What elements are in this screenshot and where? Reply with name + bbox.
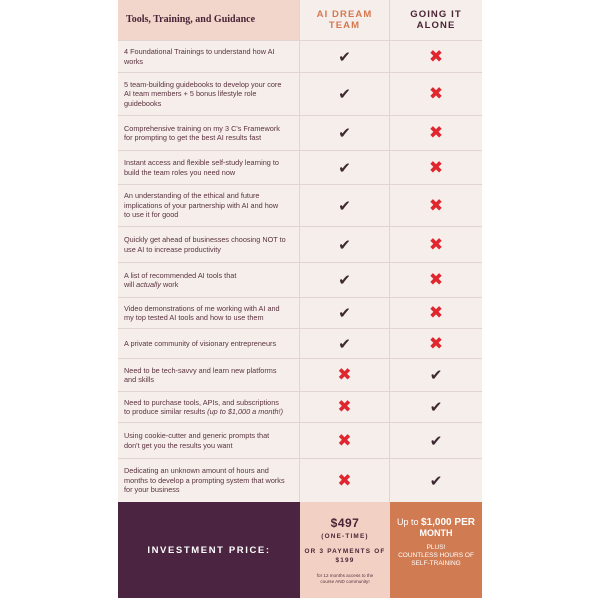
going-alone-cell bbox=[390, 359, 482, 391]
alone-cost-line: Up to $1,000 PER bbox=[397, 517, 475, 528]
going-alone-cell bbox=[390, 41, 482, 72]
feature-line: months to develop a prompting system that works bbox=[124, 475, 285, 485]
feature-line: don't get you the results you want bbox=[124, 440, 233, 450]
table-row bbox=[118, 41, 482, 72]
feature-description bbox=[118, 298, 300, 328]
table-row bbox=[118, 227, 482, 262]
feature-line: Using cookie-cutter and generic prompts that bbox=[124, 431, 270, 441]
ai-dream-team-cell bbox=[300, 227, 390, 262]
feature-line: 4 Foundational Trainings to understand how AI bbox=[124, 47, 275, 57]
feature-line: to produce similar results (up to $1,000 a month!) bbox=[124, 407, 283, 416]
feature-line: An understanding of the ethical and future bbox=[124, 191, 260, 201]
ai-dream-team-cell bbox=[300, 359, 390, 391]
feature-description bbox=[118, 227, 300, 262]
feature-line: 5 team-building guidebooks to develop your core bbox=[124, 79, 282, 89]
feature-line: Dedicating an unknown amount of hours and bbox=[124, 466, 269, 476]
ai-dream-team-cell bbox=[300, 185, 390, 226]
ai-dream-team-cell bbox=[300, 298, 390, 328]
investment-price-label: INVESTMENT PRICE: bbox=[118, 502, 300, 598]
feature-description bbox=[118, 73, 300, 115]
feature-line: A private community of visionary entrepreneurs bbox=[124, 338, 277, 348]
cross-icon: ✖ bbox=[337, 365, 352, 385]
feature-line: for prompting to get the best AI results fast bbox=[124, 133, 262, 142]
feature-description bbox=[118, 359, 300, 391]
cross-icon: ✖ bbox=[337, 397, 352, 417]
table-row bbox=[118, 73, 482, 115]
feature-line: and skills bbox=[124, 375, 155, 384]
going-alone-cell bbox=[390, 263, 482, 297]
going-alone-cell bbox=[390, 329, 482, 358]
feature-line: Need to be tech-savvy and learn new platforms bbox=[124, 365, 277, 375]
feature-description bbox=[118, 151, 300, 184]
check-icon: ✔ bbox=[338, 304, 351, 322]
feature-description bbox=[118, 392, 300, 422]
check-icon: ✔ bbox=[429, 366, 443, 384]
team-payments-text: OR 3 PAYMENTS OF bbox=[304, 548, 386, 555]
going-it-alone-price bbox=[390, 502, 482, 598]
team-access-note: for 12 months access to the course AND community! bbox=[316, 573, 374, 584]
cross-icon: ✖ bbox=[337, 430, 352, 451]
team-payment-amount: $199 bbox=[335, 557, 355, 564]
cross-icon: ✖ bbox=[428, 123, 444, 143]
ai-dream-team-cell bbox=[300, 151, 390, 184]
going-alone-cell bbox=[390, 459, 482, 502]
table-row bbox=[118, 263, 482, 297]
going-alone-cell bbox=[390, 392, 482, 422]
table-row bbox=[118, 298, 482, 328]
check-icon: ✔ bbox=[429, 431, 443, 450]
check-icon: ✔ bbox=[429, 471, 443, 490]
going-alone-cell bbox=[390, 227, 482, 262]
cross-icon: ✖ bbox=[337, 470, 352, 491]
investment-price-row bbox=[118, 502, 482, 598]
check-icon: ✔ bbox=[338, 334, 351, 353]
ai-dream-team-cell bbox=[300, 263, 390, 297]
feature-line: build the team roles you need now bbox=[124, 167, 236, 177]
feature-line: guidebooks bbox=[124, 98, 162, 108]
cross-icon: ✖ bbox=[428, 195, 444, 216]
feature-line: will actually work bbox=[124, 280, 179, 289]
ai-dream-team-cell bbox=[300, 392, 390, 422]
table-row bbox=[118, 151, 482, 184]
feature-description bbox=[118, 423, 300, 458]
feature-description bbox=[118, 263, 300, 297]
feature-description bbox=[118, 41, 300, 72]
going-alone-cell bbox=[390, 423, 482, 458]
cross-icon: ✖ bbox=[428, 157, 444, 178]
feature-line: A list of recommended AI tools that bbox=[124, 270, 237, 280]
check-icon: ✔ bbox=[338, 235, 351, 254]
feature-line: to use it for good bbox=[124, 210, 179, 220]
cross-icon: ✖ bbox=[428, 270, 444, 290]
feature-line: my top tested AI tools and how to use them bbox=[124, 313, 264, 322]
feature-line: Quickly get ahead of businesses choosing NOT to bbox=[124, 235, 286, 245]
table-header bbox=[118, 0, 482, 40]
table-row bbox=[118, 459, 482, 502]
feature-line: use AI to increase productivity bbox=[124, 244, 221, 254]
table-row bbox=[118, 392, 482, 422]
going-alone-cell bbox=[390, 298, 482, 328]
table-row bbox=[118, 359, 482, 391]
team-one-time: (ONE-TIME) bbox=[321, 533, 369, 540]
table-row bbox=[118, 116, 482, 150]
cross-icon: ✖ bbox=[428, 46, 444, 67]
feature-description bbox=[118, 329, 300, 358]
header-going-it-alone: GOING IT ALONE bbox=[390, 0, 482, 40]
ai-dream-team-cell bbox=[300, 423, 390, 458]
check-icon: ✔ bbox=[338, 271, 351, 289]
cross-icon: ✖ bbox=[428, 333, 444, 354]
feature-line: Comprehensive training on my 3 C's Framework bbox=[124, 123, 280, 133]
feature-description bbox=[118, 185, 300, 226]
cross-icon: ✖ bbox=[428, 84, 444, 104]
check-icon: ✔ bbox=[338, 47, 351, 66]
team-price: $497 bbox=[330, 516, 360, 530]
feature-line: Need to purchase tools, APIs, and subscriptions bbox=[124, 397, 279, 407]
header-tools-training: Tools, Training, and Guidance bbox=[118, 0, 300, 40]
feature-line: AI team members + 5 bonus lifestyle role bbox=[124, 89, 257, 99]
feature-line: works bbox=[124, 56, 144, 66]
alone-month: MONTH bbox=[419, 528, 453, 538]
check-icon: ✔ bbox=[338, 85, 351, 103]
check-icon: ✔ bbox=[429, 398, 443, 416]
going-alone-cell bbox=[390, 151, 482, 184]
check-icon: ✔ bbox=[338, 196, 351, 215]
table-row bbox=[118, 423, 482, 458]
going-alone-cell bbox=[390, 73, 482, 115]
comparison-table bbox=[118, 0, 482, 600]
check-icon: ✔ bbox=[338, 124, 351, 142]
check-icon: ✔ bbox=[338, 158, 351, 177]
table-row bbox=[118, 329, 482, 358]
table-row bbox=[118, 185, 482, 226]
ai-dream-team-cell bbox=[300, 329, 390, 358]
feature-line: Instant access and flexible self-study learning to bbox=[124, 158, 279, 168]
ai-dream-team-cell bbox=[300, 73, 390, 115]
feature-description bbox=[118, 116, 300, 150]
feature-description bbox=[118, 459, 300, 502]
cross-icon: ✖ bbox=[428, 234, 444, 255]
feature-line: Video demonstrations of me working with AI and bbox=[124, 303, 280, 313]
header-ai-dream-team: AI DREAM TEAM bbox=[300, 0, 390, 40]
alone-plus-hours: PLUS! COUNTLESS HOURS OF SELF-TRAINING bbox=[398, 544, 474, 567]
feature-line: for your business bbox=[124, 485, 180, 495]
ai-dream-team-cell bbox=[300, 116, 390, 150]
going-alone-cell bbox=[390, 116, 482, 150]
going-alone-cell bbox=[390, 185, 482, 226]
feature-line: implications of your partnership with AI and how bbox=[124, 200, 279, 210]
ai-dream-team-cell bbox=[300, 41, 390, 72]
ai-dream-team-price bbox=[300, 502, 390, 598]
cross-icon: ✖ bbox=[428, 303, 444, 323]
ai-dream-team-cell bbox=[300, 459, 390, 502]
